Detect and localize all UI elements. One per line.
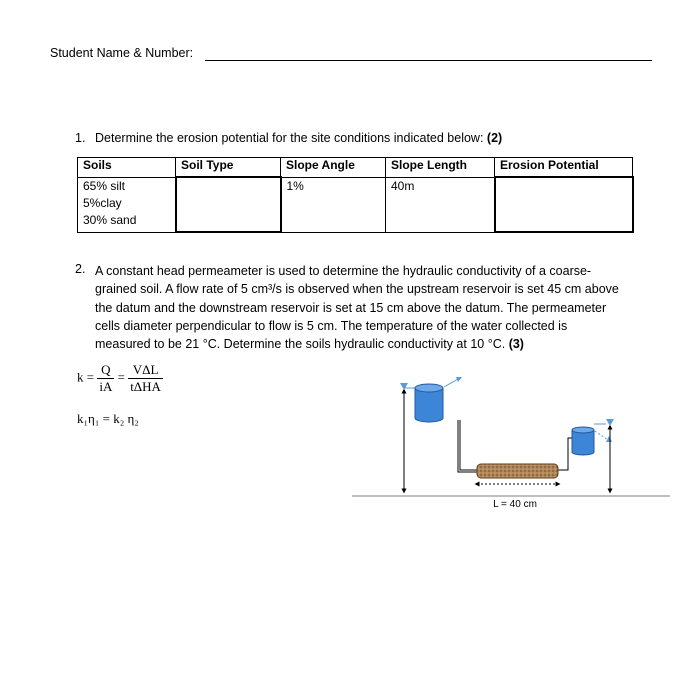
- upstream-reservoir: [415, 388, 443, 422]
- table-row: [78, 177, 633, 232]
- inlet-tube: [458, 420, 477, 472]
- soil-sand: 30% sand: [83, 212, 137, 227]
- question-1-text: Determine the erosion potential for the site conditions indicated below:: [95, 131, 484, 145]
- header-slope-angle: Slope Angle: [281, 158, 386, 178]
- fraction-1-denominator: iA: [99, 379, 113, 394]
- question-2-line-2: grained soil. A flow rate of 5 cm³/s is observed when the upstream reservoir is set 45 cm above: [95, 282, 619, 297]
- header-erosion-potential: Erosion Potential: [495, 158, 633, 178]
- darcy-formula: [77, 362, 163, 395]
- equals-sign: =: [117, 369, 125, 385]
- upstream-water-level-icon: [400, 383, 408, 390]
- cell-soil-type-answer[interactable]: [176, 177, 281, 232]
- header-soils: Soils: [78, 158, 176, 178]
- question-2-number: 2.: [75, 262, 86, 276]
- question-2-prompt: [95, 262, 665, 353]
- fraction-2-numerator: VΔL: [128, 362, 163, 379]
- cell-slope-length: 40m: [386, 177, 495, 232]
- fraction-1-numerator: Q: [97, 362, 114, 379]
- header-slope-length: Slope Length: [386, 158, 495, 178]
- downstream-reservoir: [572, 430, 594, 455]
- erosion-table: [77, 157, 634, 233]
- viscosity-correction-formula: k₁η₁ = k₂ η₂: [77, 411, 139, 426]
- soil-clay: 5%clay: [83, 195, 122, 210]
- table-header-row: [78, 158, 633, 178]
- fraction-q-ia: [97, 362, 114, 395]
- k-label: k =: [77, 369, 95, 385]
- downstream-pointer: [595, 431, 608, 440]
- soil-sample-cell: [477, 464, 558, 478]
- question-2-line-4: cells diameter perpendicular to flow is 5 cm. The temperature of the water collected is: [95, 318, 568, 333]
- cell-slope-angle: 1%: [281, 177, 386, 232]
- fraction-vdl-tdha: [128, 362, 163, 395]
- outlet-tube: [558, 438, 572, 470]
- question-2-line-5: measured to be 21 °C. Determine the soils hydraulic conductivity at 10 °C.: [95, 337, 506, 352]
- length-label: L = 40 cm: [493, 499, 537, 510]
- question-1-number: 1.: [75, 131, 86, 145]
- question-1-prompt: [95, 131, 502, 145]
- soil-silt: 65% silt: [83, 178, 126, 193]
- cell-soils: [78, 177, 176, 232]
- cell-erosion-potential-answer[interactable]: [495, 177, 633, 232]
- permeameter-diagram: [340, 370, 670, 520]
- student-name-label: Student Name & Number:: [50, 46, 194, 60]
- header-soil-type: Soil Type: [176, 158, 281, 178]
- upstream-pointer: [444, 379, 458, 387]
- fraction-2-denominator: tΔHA: [130, 379, 161, 394]
- question-2-line-1: A constant head permeameter is used to determine the hydraulic conductivity of a coarse-: [95, 264, 592, 278]
- question-2-line-3: the datum and the downstream reservoir is set at 15 cm above the datum. The permeameter: [95, 300, 607, 315]
- question-1-points: (2): [486, 131, 503, 145]
- question-2-points: (3): [508, 337, 524, 352]
- student-name-line[interactable]: [205, 60, 652, 61]
- downstream-water-level-icon: [606, 419, 614, 426]
